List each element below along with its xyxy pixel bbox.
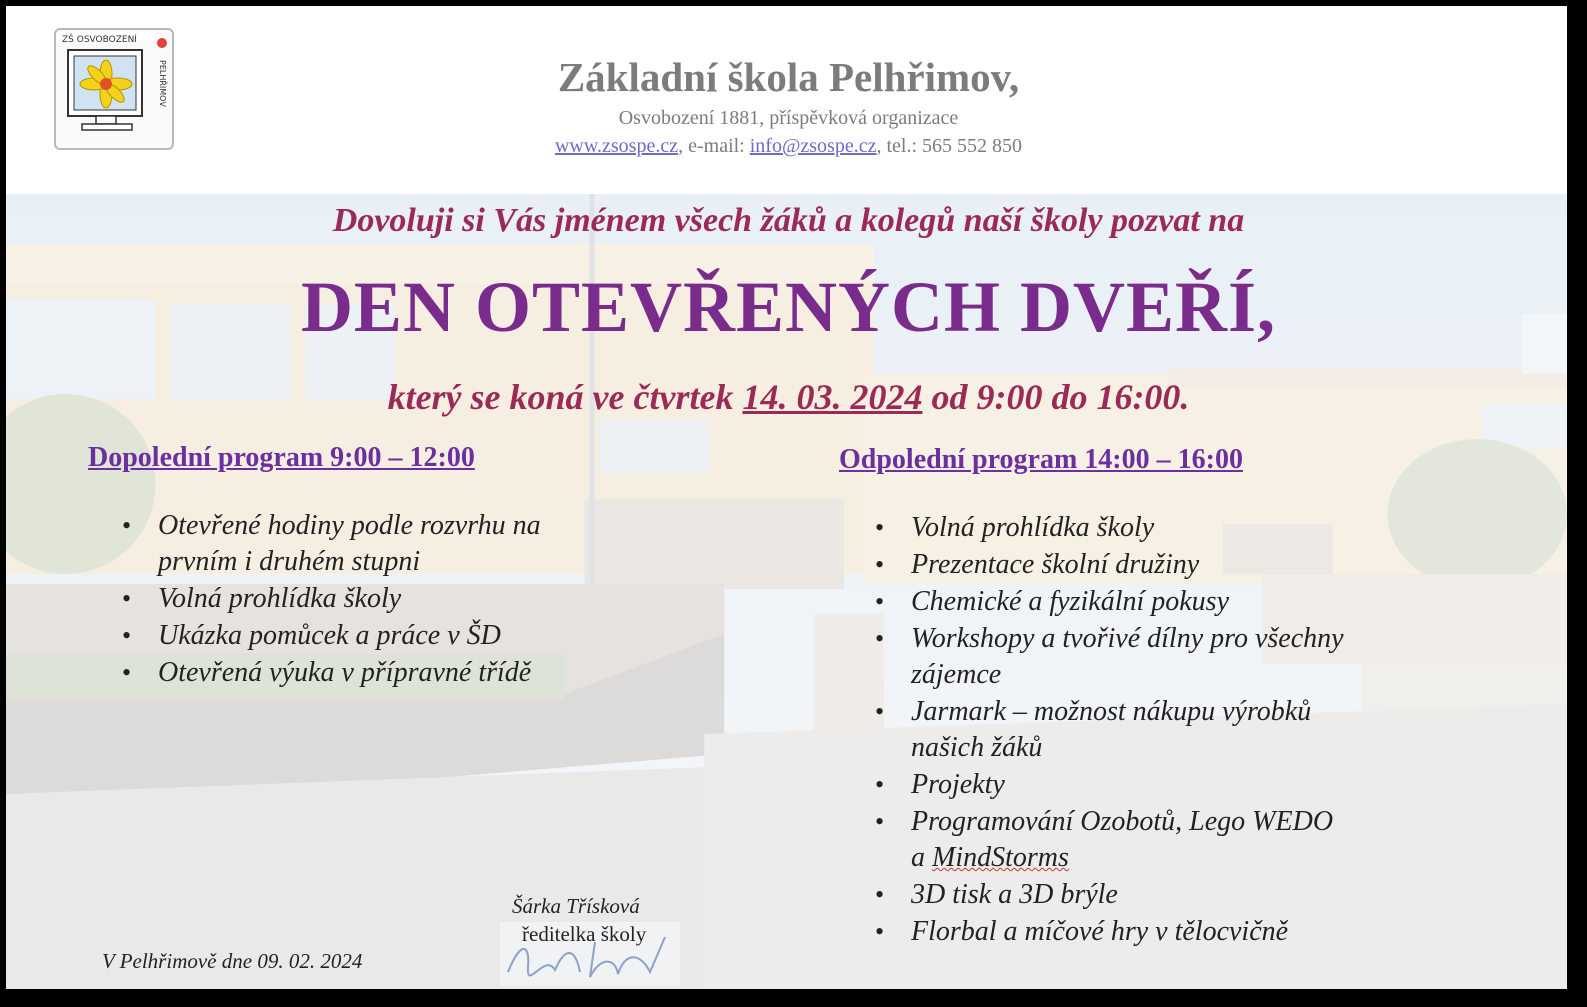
invitation-poster <box>4 4 1569 991</box>
list-item-text: Programování Ozobotů, Lego WEDO <box>911 806 1334 837</box>
when-suffix: od 9:00 do 16:00. <box>922 377 1190 417</box>
event-title: DEN OTEVŘENÝCH DVEŘÍ, <box>300 267 1277 347</box>
list-item-text-cont: a <box>911 842 932 873</box>
list-item: • Prezentace školní družiny <box>867 547 1367 583</box>
email-label: , e-mail: <box>678 135 750 157</box>
morning-program-list <box>114 508 584 692</box>
website-link[interactable]: www.zsospe.cz <box>554 135 679 157</box>
school-address: Osvobození 1881, příspěvková organizace <box>618 107 959 129</box>
list-item: • Otevřená výuka v přípravné třídě <box>114 655 584 691</box>
list-item: • Otevřené hodiny podle rozvrhu na prvním i druhém stupni <box>114 508 584 580</box>
letterhead <box>6 6 1567 194</box>
signatory-role: ředitelka školy <box>522 922 647 946</box>
afternoon-program-list <box>867 510 1367 951</box>
list-item-text-cont-misspelled: MindStorms <box>932 842 1069 873</box>
event-datetime <box>6 376 1569 418</box>
place-and-date: V Pelhřimově dne 09. 02. 2024 <box>102 949 363 973</box>
list-item <box>867 804 1367 876</box>
event-date: 14. 03. 2024 <box>742 377 923 417</box>
list-item: • Volná prohlídka školy <box>867 510 1367 546</box>
list-item: • Chemické a fyzikální pokusy <box>867 584 1367 620</box>
list-item: • 3D tisk a 3D brýle <box>867 877 1367 913</box>
school-name: Základní škola Pelhřimov, <box>557 54 1020 100</box>
list-item: • Workshopy a tvořivé dílny pro všechny zájemce <box>867 621 1367 693</box>
afternoon-program-heading: Odpolední program 14:00 – 16:00 <box>839 444 1243 475</box>
list-item: • Volná prohlídka školy <box>114 581 584 617</box>
school-contact <box>6 135 1569 158</box>
signatory-name: Šárka Třísková <box>512 894 640 918</box>
when-prefix: který se koná ve čtvrtek <box>387 377 743 417</box>
phone-text: , tel.: 565 552 850 <box>876 135 1022 157</box>
svg-text:ZŠ OSVOBOZENÍ: ZŠ OSVOBOZENÍ <box>62 35 137 45</box>
email-link[interactable]: info@zsospe.cz <box>749 135 877 157</box>
morning-program-heading: Dopolední program 9:00 – 12:00 <box>88 442 475 473</box>
svg-text:PELHŘIMOV: PELHŘIMOV <box>158 60 167 107</box>
list-item: • Jarmark – možnost nákupu výrobků našich žáků <box>867 694 1367 766</box>
list-item: • Ukázka pomůcek a práce v ŠD <box>114 618 584 654</box>
list-item: • Florbal a míčové hry v tělocvičně <box>867 914 1367 950</box>
invitation-intro: Dovoluji si Vás jménem všech žáků a kolegů naší školy pozvat na <box>332 202 1245 239</box>
list-item: • Projekty <box>867 767 1367 803</box>
